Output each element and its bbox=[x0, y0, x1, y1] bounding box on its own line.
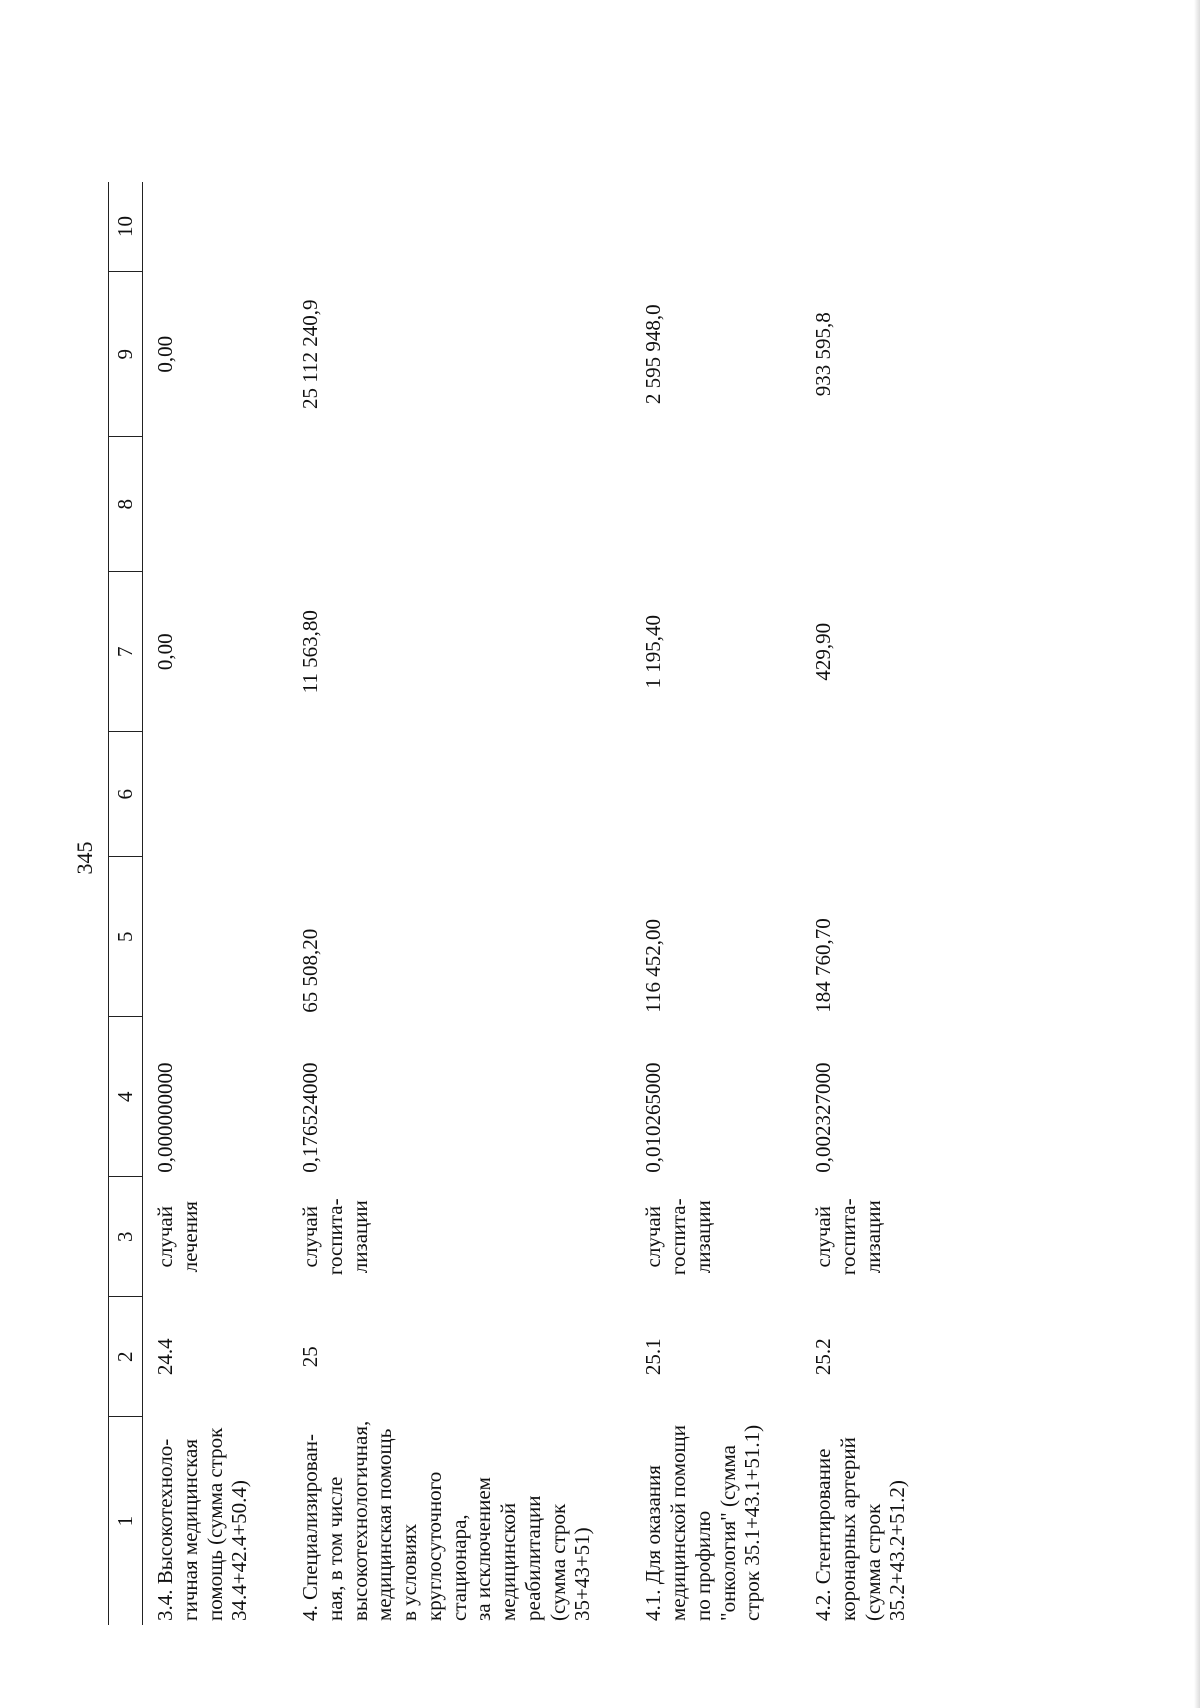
cell-col9: 933 595,8 bbox=[811, 312, 836, 397]
row-code: 24.4 bbox=[153, 1338, 177, 1376]
row-unit: случай госпита- лизации bbox=[641, 1198, 715, 1276]
column-header: 5 bbox=[109, 857, 143, 1017]
cell-col7: 11 563,80 bbox=[298, 610, 323, 694]
table-row bbox=[801, 182, 946, 1625]
cell-col7: 1 195,40 bbox=[641, 615, 666, 689]
cell-col5: 184 760,70 bbox=[811, 918, 836, 1013]
cell-col9: 2 595 948,0 bbox=[641, 304, 666, 405]
row-code: 25 bbox=[298, 1346, 323, 1368]
row-unit: случай госпита- лизации bbox=[811, 1198, 885, 1276]
cell-col4: 0,002327000 bbox=[811, 1062, 836, 1173]
cell-col5: 116 452,00 bbox=[641, 919, 666, 1013]
row-code: 25.1 bbox=[641, 1338, 666, 1376]
column-header: 2 bbox=[109, 1297, 143, 1417]
scan-edge bbox=[1194, 0, 1200, 1708]
table-row bbox=[288, 182, 631, 1625]
cell-col9: 0,00 bbox=[153, 335, 177, 373]
cell-col4: 0,000000000 bbox=[153, 1062, 177, 1173]
row-name: 4.2. Стентирование коронарных артерий (сумма строк 35.2+43.2+51.2) bbox=[811, 1437, 910, 1621]
cell-col5: 65 508,20 bbox=[298, 928, 323, 1013]
row-name: 4. Специализирован- ная, в том числе высокотехнологичная, медицинская помощь в условиях круглосуточного стационара, за исключением медицинской реабилитации (сумма строк 35+43+51) bbox=[298, 1420, 595, 1621]
row-unit: случай госпита- лизации bbox=[298, 1198, 372, 1276]
page-number: 345 bbox=[72, 841, 97, 875]
row-unit: случай лечения bbox=[153, 1201, 202, 1273]
column-header: 10 bbox=[109, 182, 143, 272]
row-name: 3.4. Высокотехноло- гичная медицинская помощь (сумма строк 34.4+42.4+50.4) bbox=[153, 1427, 252, 1621]
table-row bbox=[631, 182, 801, 1625]
column-header: 9 bbox=[109, 272, 143, 437]
cell-col7: 0,00 bbox=[153, 633, 177, 671]
cell-col4: 0,010265000 bbox=[641, 1062, 666, 1173]
cell-col9: 25 112 240,9 bbox=[298, 299, 323, 409]
cell-col4: 0,176524000 bbox=[298, 1062, 323, 1173]
table-row bbox=[143, 182, 289, 1625]
row-name: 4.1. Для оказания медицинской помощи по профилю "онкология" (сумма строк 35.1+43.1+51.1) bbox=[641, 1424, 765, 1621]
column-header: 3 bbox=[109, 1177, 143, 1297]
table-header-row bbox=[109, 182, 143, 1625]
column-header: 1 bbox=[109, 1417, 143, 1625]
column-header: 8 bbox=[109, 437, 143, 572]
column-header: 4 bbox=[109, 1017, 143, 1177]
data-table bbox=[108, 182, 946, 1625]
column-header: 6 bbox=[109, 732, 143, 857]
cell-col7: 429,90 bbox=[811, 622, 836, 681]
row-code: 25.2 bbox=[811, 1338, 836, 1376]
column-header: 7 bbox=[109, 572, 143, 732]
